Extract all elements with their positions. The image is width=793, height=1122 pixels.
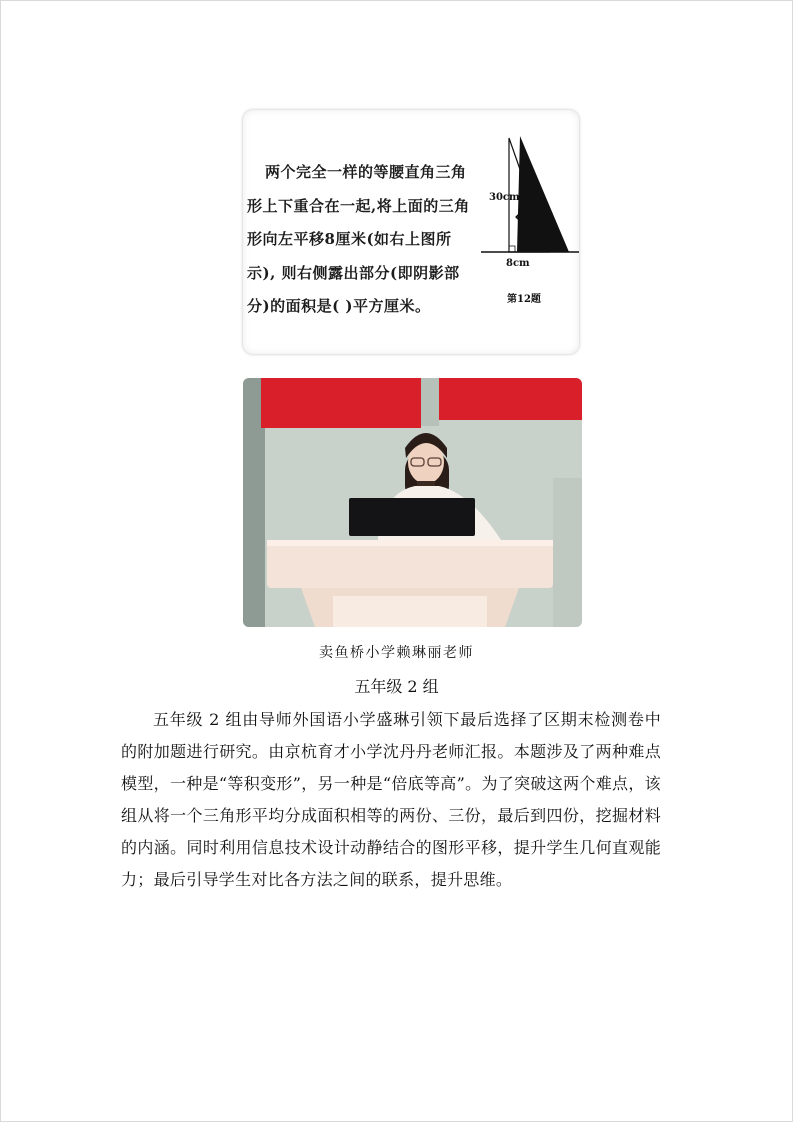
- section-title: 五年级 2 组: [354, 677, 439, 696]
- shift-label: 8cm: [506, 258, 530, 269]
- shaded-triangle: [517, 136, 569, 252]
- laptop-icon: [349, 498, 475, 536]
- red-banner-left: [261, 378, 421, 428]
- red-banner-right: [439, 378, 582, 420]
- height-label: 30cm: [489, 192, 520, 203]
- teacher-photo: [243, 378, 582, 627]
- problem-text: 两个完全一样的等腰直角三角形上下重合在一起,将上面的三角形向左平移8厘米(如右上图所示), 则右侧露出部分(即阴影部分)的面积是( )平方厘米。: [247, 163, 470, 315]
- question-label: 第12题: [507, 294, 541, 305]
- photo-illustration: [243, 378, 582, 627]
- math-problem-figure: [243, 110, 579, 354]
- photo-caption: 卖鱼桥小学赖琳丽老师: [319, 645, 474, 661]
- section-paragraph: 五年级 2 组由导师外国语小学盛琳引领下最后选择了区期末检测卷中的附加题进行研究。由京杭育才小学沈丹丹老师汇报。本题涉及了两种难点模型，一种是“等积变形”，另一种是“倍底等高”。为了突破这两个难点，该组从将一个三角形平均分成面积相等的两份、三份，最后到四份，挖掘材料的内涵。同时利用信息技术设计动静结合的图形平移，提升学生几何直观能力；最后引导学生对比各方法之间的联系，提升思维。: [121, 710, 661, 889]
